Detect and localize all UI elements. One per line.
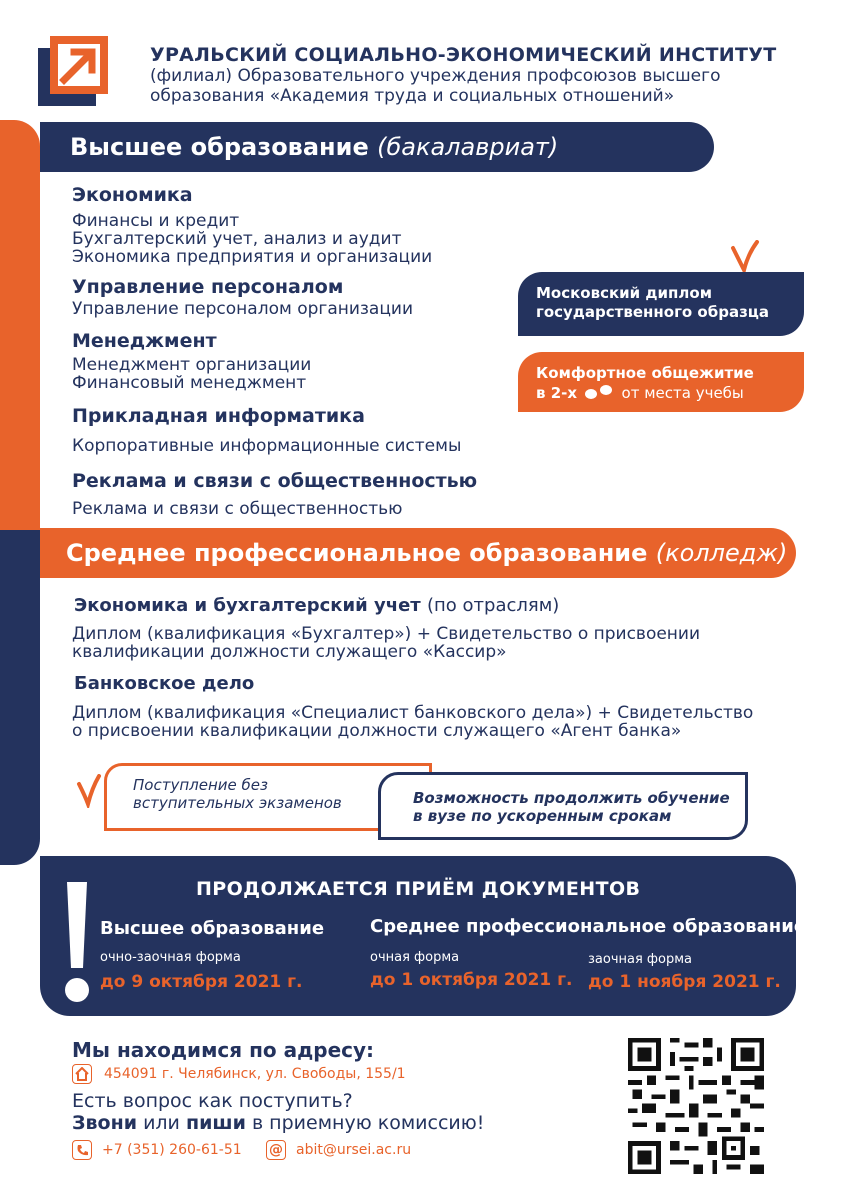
address-title: Мы находимся по адресу: (72, 1038, 375, 1062)
phone-number[interactable]: +7 (351) 260-61-51 (102, 1142, 242, 1158)
direction-management (72, 330, 311, 392)
college-direction-line2: о присвоении квалификации должности служащего «Агент банка» (72, 721, 682, 741)
direction-item: Менеджмент организации (72, 355, 312, 375)
direction-hr (72, 276, 413, 318)
college-direction-title: Экономика и бухгалтерский учет (74, 595, 421, 616)
college-banner (40, 528, 796, 578)
phone-row[interactable] (72, 1140, 242, 1160)
phone-icon (72, 1140, 92, 1160)
question-text: Есть вопрос как поступить? (72, 1090, 353, 1112)
admission-college-form2: заочная форма (588, 952, 693, 967)
admission-higher-date: до 9 октября 2021 г. (100, 972, 303, 992)
admission-higher-form: очно-заочная форма (100, 950, 241, 965)
direction-pr (72, 470, 477, 518)
bullet-arrow-icon (40, 596, 52, 618)
institute-subtitle (150, 66, 720, 106)
diploma-line1: Московский диплом (536, 284, 712, 302)
direction-item: Бухгалтерский учет, анализ и аудит (72, 229, 402, 249)
college-direction-banking (74, 673, 254, 694)
direction-title: Управление персоналом (72, 276, 344, 298)
institute-subtitle-line2: образования «Академия труда и социальных отношений» (150, 86, 675, 106)
no-exams-line2: вступительных экзаменов (133, 794, 342, 812)
at-icon: @ (266, 1140, 286, 1160)
checkmark-icon (730, 240, 760, 274)
institute-subtitle-line1: (филиал) Образовательного учреждения профсоюзов высшего (150, 66, 721, 86)
direction-item: Корпоративные информационные системы (72, 436, 462, 456)
direction-item: Экономика предприятия и организации (72, 247, 433, 267)
home-icon (72, 1064, 92, 1084)
direction-title: Экономика (72, 184, 193, 206)
address-text: 454091 г. Челябинск, ул. Свободы, 155/1 (104, 1066, 406, 1082)
bullet-arrow-icon (40, 183, 52, 205)
admission-college-title: Среднее профессиональное образование (370, 916, 807, 937)
checkmark-icon (76, 774, 102, 808)
side-bar-orange (0, 120, 40, 530)
call-to-action (72, 1112, 484, 1134)
email-row[interactable] (266, 1140, 411, 1160)
admission-higher-title: Высшее образование (100, 918, 325, 939)
higher-education-title-italic: (бакалавриат) (377, 133, 559, 161)
college-direction-accounting (74, 595, 559, 616)
write-word: пиши (185, 1112, 246, 1134)
college-direction-banking-text (72, 704, 753, 740)
college-direction-line1: Диплом (квалификация «Специалист банковского дела») + Свидетельство (72, 703, 754, 723)
college-direction-line2: квалификации должности служащего «Кассир» (72, 642, 507, 662)
dorm-line2b: от места учебы (621, 384, 744, 402)
continue-line1: Возможность продолжить обучение (413, 789, 730, 807)
direction-title: Реклама и связи с общественностью (72, 470, 478, 492)
email-address[interactable]: abit@ursei.ac.ru (296, 1142, 412, 1158)
higher-education-banner (40, 122, 714, 172)
direction-item: Финансовый менеджмент (72, 373, 307, 393)
direction-item: Реклама и связи с общественностью (72, 499, 403, 519)
direction-title: Прикладная информатика (72, 405, 365, 427)
side-bar-navy (0, 530, 40, 865)
footprints-icon (582, 383, 616, 401)
or-word: или (143, 1112, 180, 1134)
bullet-arrow-icon (40, 276, 52, 298)
college-direction-line1: Диплом (квалификация «Бухгалтер») + Свидетельство о присвоении (72, 624, 701, 644)
admission-college-date1: до 1 октября 2021 г. (370, 970, 573, 990)
dorm-line1: Комфортное общежитие (536, 364, 754, 382)
college-direction-title: Банковское дело (74, 673, 255, 694)
direction-economics (72, 184, 432, 266)
college-title-italic: (колледж) (655, 539, 788, 567)
bullet-arrow-icon (40, 330, 52, 352)
logo-arrow-icon (38, 36, 108, 106)
bullet-arrow-icon (40, 470, 52, 492)
college-title: Среднее профессиональное образование (66, 539, 648, 567)
higher-education-title: Высшее образование (70, 133, 369, 161)
admission-title: ПРОДОЛЖАЕТСЯ ПРИЁМ ДОКУМЕНТОВ (196, 878, 641, 900)
exclamation-icon (62, 878, 92, 1006)
college-direction-accounting-text (72, 625, 700, 661)
institute-title: УРАЛЬСКИЙ СОЦИАЛЬНО-ЭКОНОМИЧЕСКИЙ ИНСТИТУТ (150, 44, 777, 66)
commission-text: в приемную комиссию! (251, 1112, 485, 1134)
diploma-callout (518, 272, 804, 336)
continue-study-note (378, 772, 748, 840)
dorm-line2a: в 2-х (536, 384, 578, 402)
qr-code[interactable] (628, 1038, 764, 1174)
direction-title: Менеджмент (72, 330, 217, 352)
no-exams-line1: Поступление без (133, 776, 268, 794)
college-direction-suffix: (по отраслям) (427, 595, 560, 616)
admission-college-date2: до 1 ноября 2021 г. (588, 972, 781, 992)
direction-item: Финансы и кредит (72, 211, 240, 231)
address-row (72, 1064, 406, 1084)
direction-informatics (72, 405, 461, 455)
dorm-callout (518, 352, 804, 412)
diploma-line2: государственного образца (536, 303, 770, 321)
direction-item: Управление персоналом организации (72, 299, 414, 319)
call-word: Звони (72, 1112, 138, 1134)
bullet-arrow-icon (40, 674, 52, 696)
continue-line2: в вузе по ускоренным срокам (413, 807, 672, 825)
admission-college-form1: очная форма (370, 950, 460, 965)
bullet-arrow-icon (40, 406, 52, 428)
